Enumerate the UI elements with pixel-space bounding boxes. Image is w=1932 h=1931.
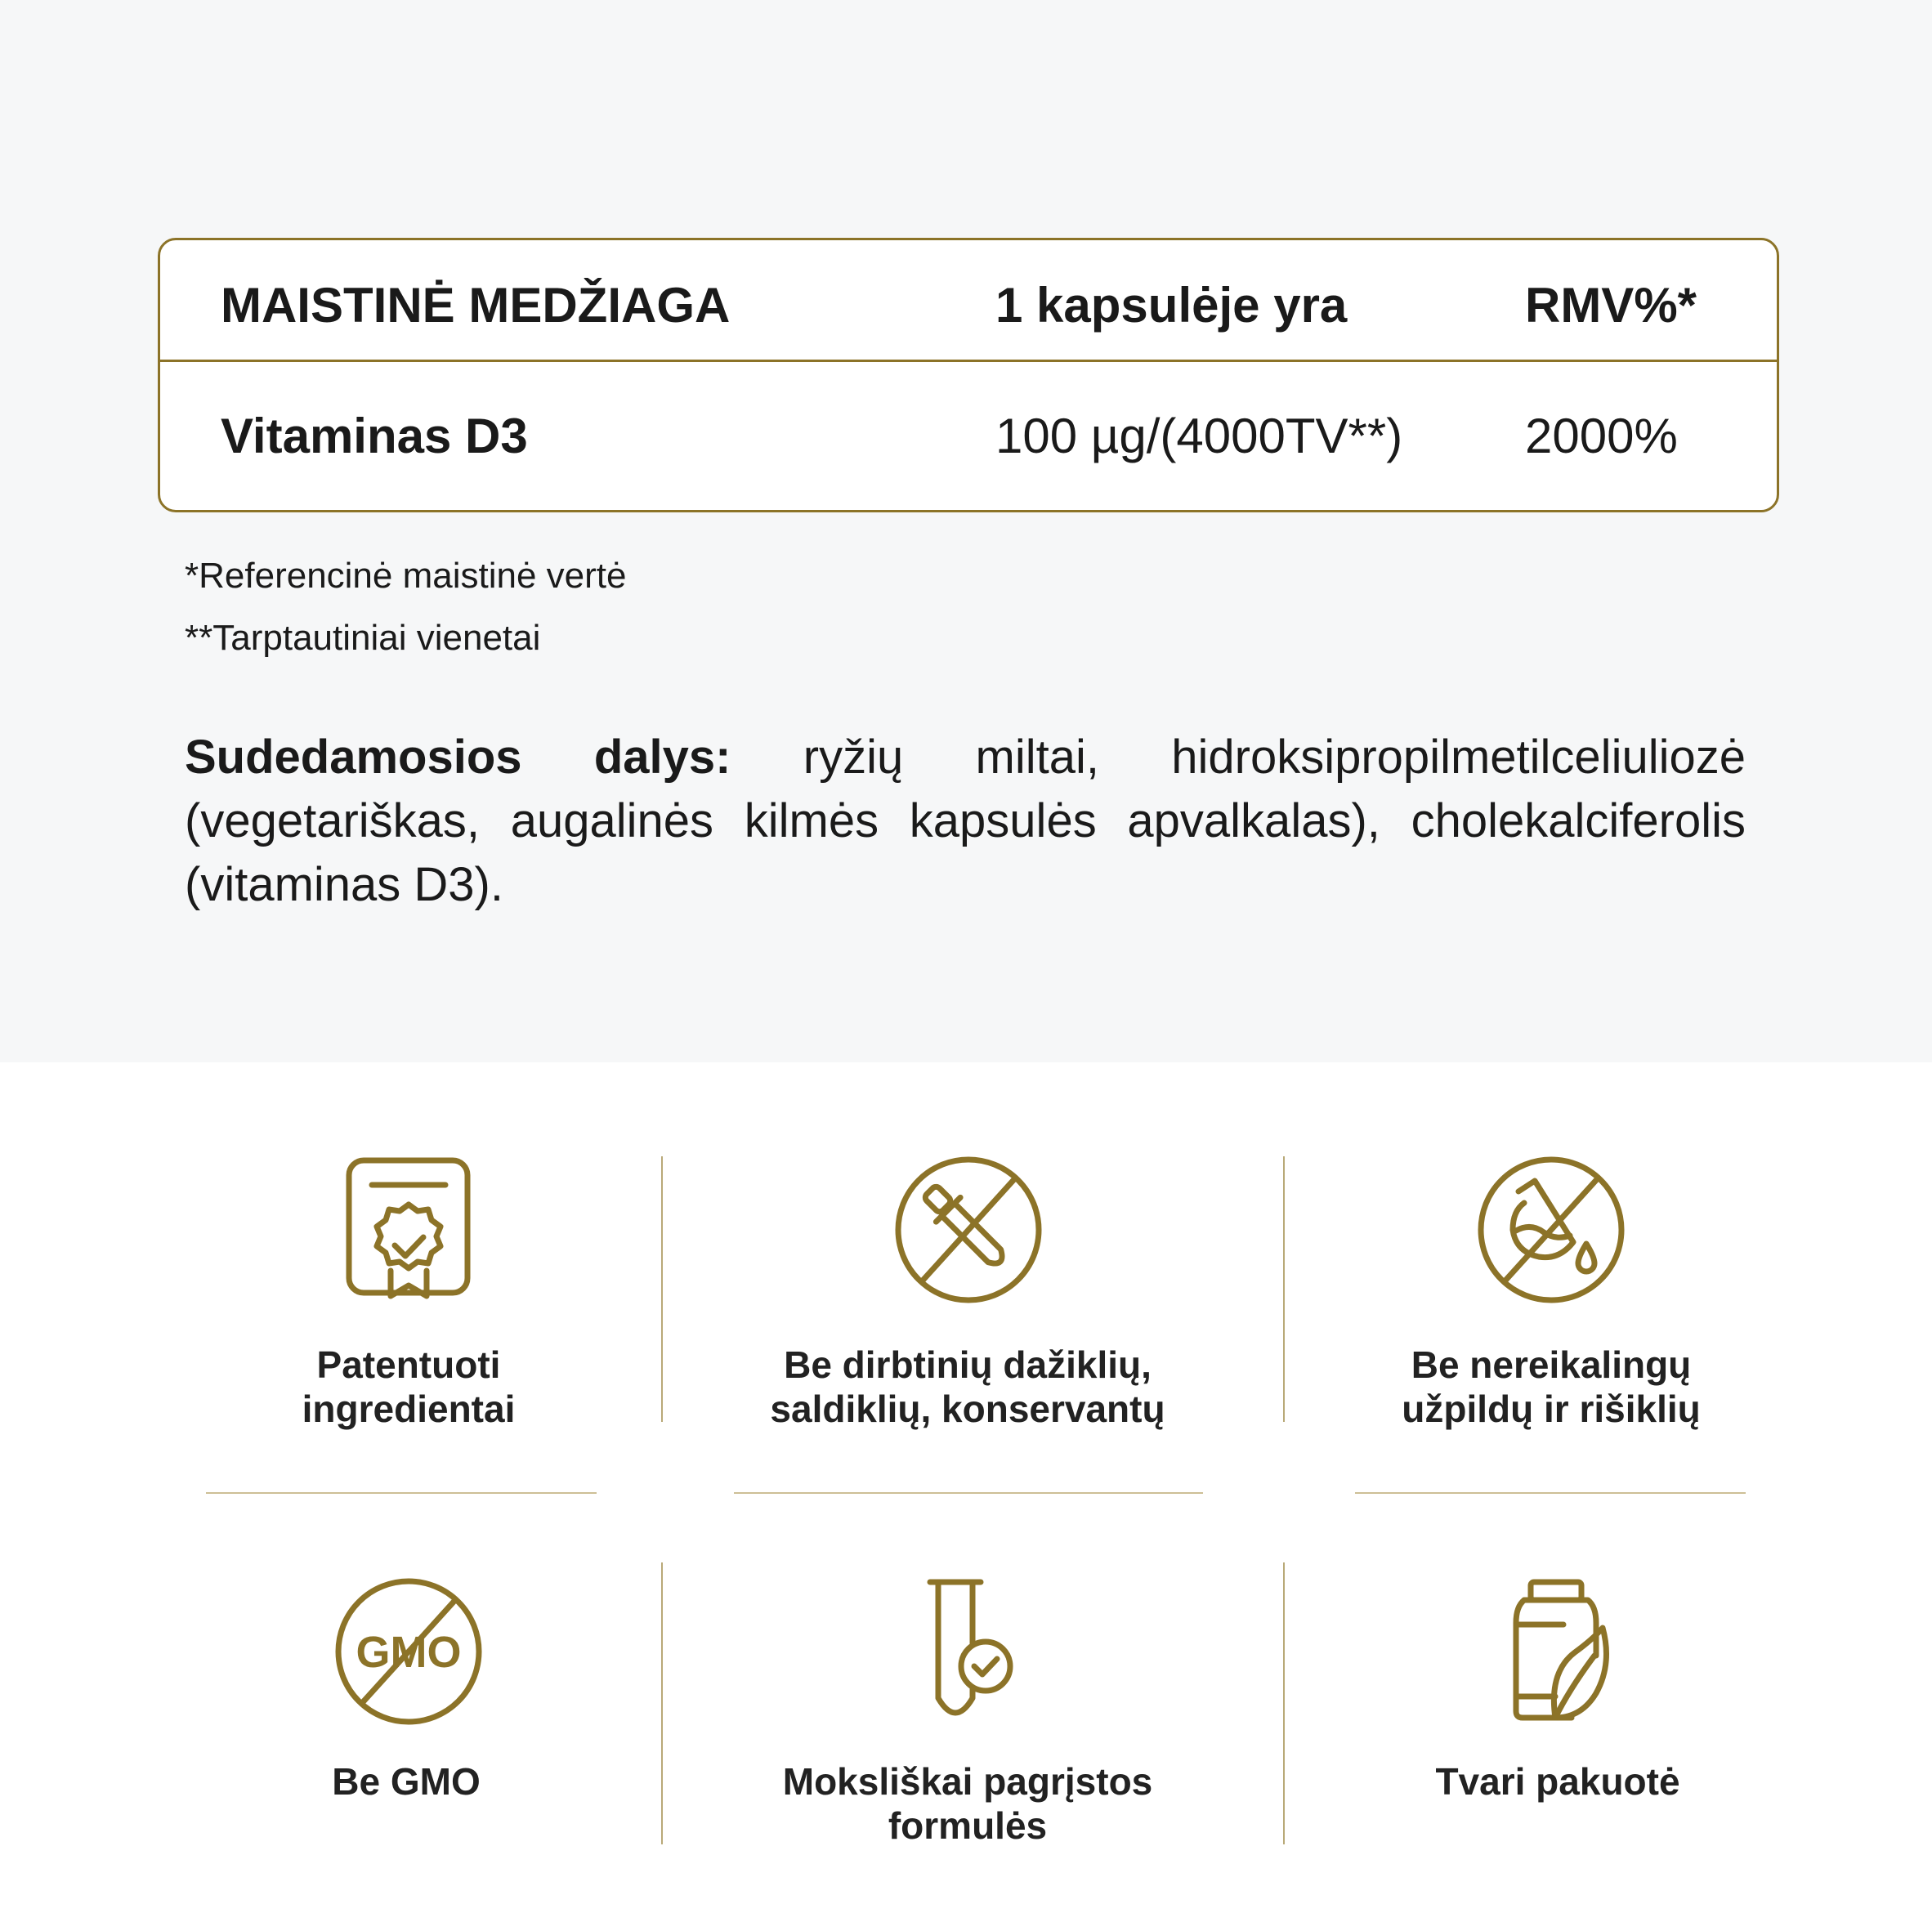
feature-label [155,1343,662,1431]
feature-label-line1: Be dirbtinių dažiklių, [784,1343,1152,1386]
header-nutrient: MAISTINĖ MEDŽIAGA [221,278,731,333]
feature-label-line2: užpildų ir rišiklių [1402,1388,1701,1430]
feature-label-line1: Tvari pakuotė [1435,1760,1680,1803]
feature-label-line1: Be nereikalingų [1411,1343,1692,1386]
no-gmo-icon [331,1574,486,1729]
divider-v [1283,1562,1285,1844]
divider-v [661,1562,663,1844]
divider-h [1355,1492,1746,1494]
certificate-icon [331,1152,486,1307]
ingredients-text: ryžių miltai, hidroksipropilmetilceliuliozė (vegetariškas, augalinės kilmės kapsulės apvalkalas), cholekalciferolis (vitaminas D3). [185,731,1746,911]
feature-label-line1: Be GMO [332,1760,481,1803]
eco-jar-icon [1474,1574,1629,1729]
divider-h [734,1492,1203,1494]
ingredients-label: Sudedamosios dalys: [185,731,731,784]
no-fillers-icon [1474,1152,1629,1307]
divider-v [1283,1156,1285,1422]
feature-label-line1: Moksliškai pagrįstos [782,1760,1153,1803]
feature-label-line1: Patentuoti [316,1343,501,1386]
divider-h [206,1492,597,1494]
no-dropper-icon [891,1152,1046,1307]
feature-label-line2: saldiklių, konservantų [770,1388,1165,1430]
feature-label-line2: ingredientai [302,1388,516,1430]
feature-label [714,1343,1221,1431]
header-amount: 1 kapsulėje yra [995,278,1348,333]
feature-label [1304,1759,1811,1804]
feature-label-line2: formulės [888,1804,1048,1847]
table-divider [160,360,1777,362]
row-nutrient: Vitaminas D3 [221,409,528,463]
ingredients-paragraph [185,726,1746,917]
feature-label [714,1759,1221,1848]
row-amount: 100 µg/(4000TV**) [995,409,1403,463]
nutrition-table [158,238,1779,512]
feature-label [1298,1343,1805,1431]
header-rmv: RMV%* [1525,278,1697,333]
test-tube-check-icon [891,1574,1046,1729]
tv-footnote: **Tarptautiniai vienetai [185,618,541,658]
feature-label [153,1759,660,1804]
gmo-icon-text: GMO [356,1628,462,1677]
row-rmv: 2000% [1525,409,1678,463]
rmv-footnote: *Referencinė maistinė vertė [185,556,627,596]
